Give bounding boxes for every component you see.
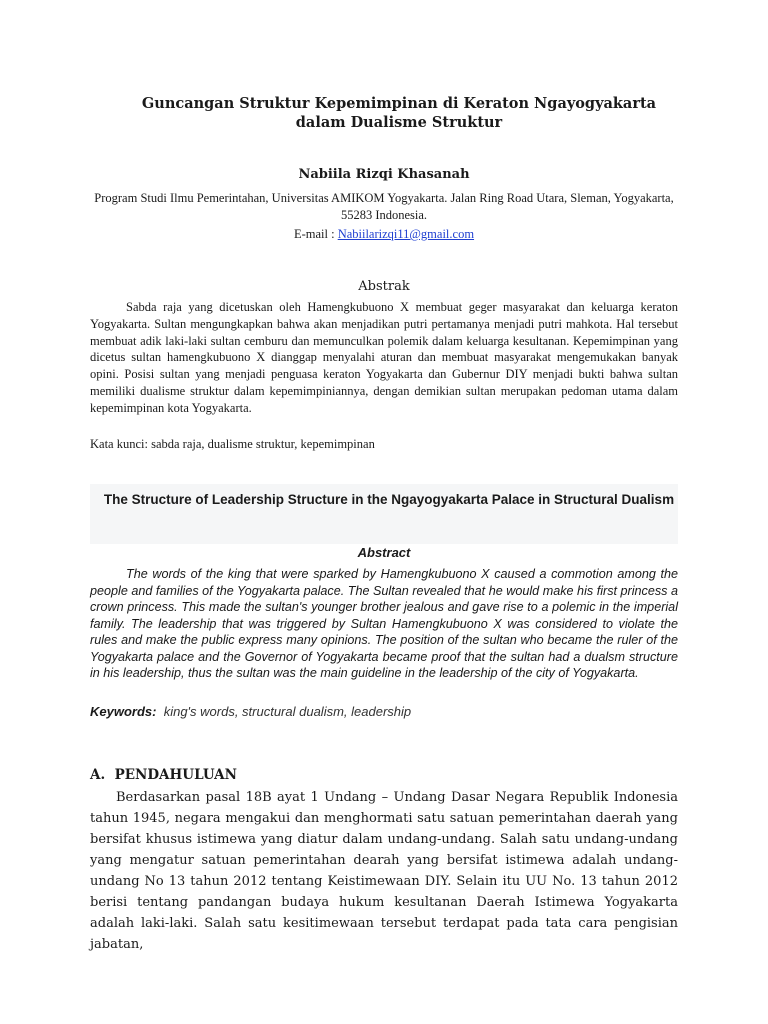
- author-email: [90, 227, 678, 242]
- author-name: Nabiila Rizqi Khasanah: [298, 167, 470, 182]
- paper-title: Guncangan Struktur Kepemimpinan di Keraton Ngayogyakarta dalam Dualisme Struktur: [141, 95, 657, 131]
- keywords-en: [90, 704, 678, 719]
- author-affiliation: Program Studi Ilmu Pemerintahan, Universitas AMIKOM Yogyakarta. Jalan Ring Road Utara, Sleman, Yogyakarta, 55283 Indonesia.: [94, 191, 674, 222]
- keywords-id: Kata kunci: sabda raja, dualisme struktur, kepemimpinan: [90, 437, 375, 451]
- section-heading: A. PENDAHULUAN: [90, 767, 237, 783]
- abstract-id-heading: Abstrak: [358, 279, 410, 294]
- email-label: E-mail :: [293, 227, 338, 241]
- keywords-en-label: Keywords:: [90, 704, 157, 719]
- abstract-en-heading: Abstract: [357, 545, 411, 560]
- keywords-en-value: king's words, structural dualism, leadership: [163, 704, 412, 719]
- abstract-id-text: Sabda raja yang dicetuskan oleh Hamengkubuono X membuat geger masyarakat dan keluarga keraton Yogyakarta. Sultan mengungkapkan bahwa akan menjadikan putri pertamanya menjadi putri mahkota. Hal tersebut membuat adik laki-laki sultan cemburu dan memunculkan polemik dalam keluarga kesultanan. Kepemimpinan yang dicetus sultan hamengkubuono X dianggap menyalahi aturan dan membuat masyarakat mengemukakan banyak opini. Posisi sultan yang menjadi penguasa keraton Yogyakarta dan Gubernur DIY menjadi bukti bahwa sultan memiliki dualisme struktur dalam kepemimpiniannya, dengan demikian sultan merupakan pedoman utama dalam kepemimpinan kota Yogyakarta.: [90, 300, 678, 415]
- abstract-en-text: The words of the king that were sparked by Hamengkubuono X caused a commotion among the people and families of the Yogyakarta palace. The Sultan revealed that he would make his first princess a crown princess. This made the sultan's younger brother jealous and gave rise to a polemic in the imperial family. The leadership that was triggered by Sultan Hamengkubuono X was considered to violate the rules and make the public express many opinions. The position of the sultan who became the ruler of the Yogyakarta palace and the Governor of Yogyakarta became proof that the sultan had a dualsm structure in his leadership, thus the sultan was the main guideline in the leadership of the city of Yogyakarta.: [90, 567, 678, 680]
- email-link[interactable]: Nabiilarizqi11@gmail.com: [337, 227, 475, 241]
- section-body: Berdasarkan pasal 18B ayat 1 Undang – Undang Dasar Negara Republik Indonesia tahun 1945, negara mengakui dan menghormati satu satuan pemerintahan daerah yang bersifat khusus istimewa yang diatur dalam undang-undang. Salah satu undang-undang yang mengatur satuan pemerintahan dearah yang bersifat istimewa adalah undang-undang No 13 tahun 2012 tentang Keistimewaan DIY. Selain itu UU No. 13 tahun 2012 berisi tentang pandangan budaya hukum kesultanan Daerah Istimewa Yogyakarta adalah laki-laki. Salah satu kesitimewaan tersebut terdapat pada tata cara pengisian jabatan,: [90, 790, 678, 952]
- english-title: The Structure of Leadership Structure in the Ngayogyakarta Palace in Structural Dualism: [103, 492, 675, 507]
